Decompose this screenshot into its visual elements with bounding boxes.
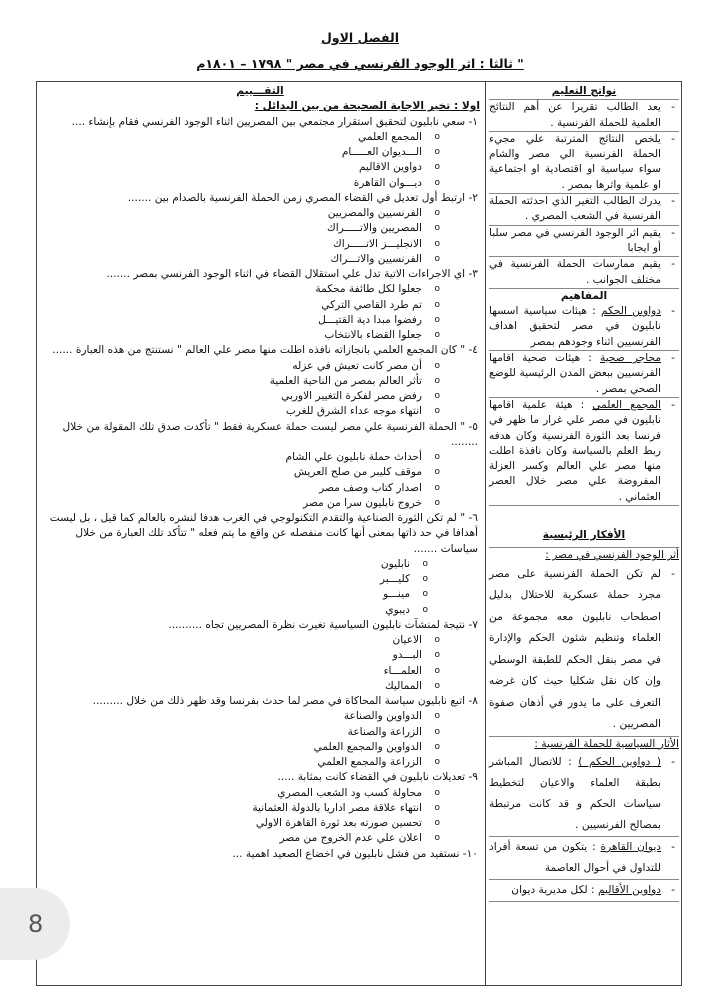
page-number: 8 (28, 910, 44, 938)
outcome-item: - يدرك الطالب التغير الذي احدثته الحملة الفرنسية في الشعب المصري . (489, 194, 679, 226)
question-text: ٣- اي الاجراءات الاتية تدل علي استقلال القضاء في اثناء الوجود الفرنسي بمصر ....... (106, 268, 478, 280)
chapter-heading: الفصل الاول (320, 30, 399, 45)
political-list (489, 752, 679, 902)
concept-item (489, 304, 679, 351)
political-item (489, 880, 679, 902)
ideas-title: الأفكار الرئيسية (489, 528, 679, 548)
answer-option[interactable]: o كليـــبر (40, 572, 480, 587)
question-text: ٢- ارتبط أول تعديل في القضاء المصري زمن الحملة الفرنسية بالصدام بين ....... (127, 191, 478, 204)
outcomes-title: نواتج التعليم (489, 84, 679, 100)
question-text: ٩- تعديلات نابليون في القضاء كانت بمثابة ..... (277, 771, 478, 784)
questions-list (40, 115, 480, 862)
answer-option[interactable]: o محاولة كسب ود الشعب المصري (40, 786, 480, 801)
answer-option[interactable]: o نابليون (40, 557, 480, 572)
ideas-subtitle: أثر الوجود الفرنسي في مصر : (545, 549, 679, 562)
answer-option[interactable]: o الدواوين والصناعة (40, 709, 480, 724)
answer-option[interactable]: o الـــديوان العـــــام (40, 145, 480, 160)
answer-option[interactable]: o الدواوين والمجمع العلمي (40, 740, 480, 755)
political-term: ( دواوين الحكم ) (578, 755, 662, 768)
answer-option[interactable]: o الزراعة والمجمع العلمي (40, 755, 480, 770)
answer-option[interactable]: o المجمع العلمي (40, 130, 480, 145)
answer-option[interactable]: o الاعيان (40, 633, 480, 648)
answer-option[interactable]: o رفضوا مبدا دية القتيـــل (40, 313, 480, 328)
answer-option[interactable]: o البـــدو (40, 648, 480, 663)
question-text: ١- سعي نابليون لتحقيق استقرار مجتمعي بين المصريين اثناء الوجود الفرنسي فقام بإنشاء .... (71, 115, 478, 128)
answer-option[interactable]: o تم طرد القاصي التركي (40, 298, 480, 313)
column-divider (485, 81, 486, 986)
answer-option[interactable]: o ديـــوان القاهرة (40, 176, 480, 191)
spacer (489, 506, 679, 528)
answer-option[interactable]: o تحسين صورته بعد ثورة القاهرة الاولي (40, 816, 480, 831)
answer-option[interactable]: o موقف كليبر من صلح العريش (40, 465, 480, 480)
left-column (40, 84, 480, 982)
concepts-list (489, 304, 679, 506)
political-term: ديوان القاهرة (600, 840, 661, 853)
answer-option[interactable]: o اصدار كتاب وصف مصر (40, 481, 480, 496)
answer-option[interactable]: o رفض مصر لفكرة التغيير الاوربي (40, 389, 480, 404)
concept-item (489, 398, 679, 506)
answer-option[interactable]: o العلمـــاء (40, 664, 480, 679)
answer-option[interactable]: o انتهاء علاقة مصر اداريا بالدولة العثمانية (40, 801, 480, 816)
page-number-badge (0, 888, 70, 960)
concept-definition: : هيئات صحية اقامها الفرنسيين ببعض المدن الرئيسية للوضع الصحي بمصر . (489, 352, 661, 395)
political-definition: : لكل مديرية ديوان (511, 883, 595, 896)
outcome-item: - يقيم اثر الوجود الفرنسي في مصر سلبا أو ايجابا (489, 226, 679, 258)
answer-option[interactable]: o انتهاء موجه عداء الشرق للغرب (40, 404, 480, 419)
political-definition: : يتكون من تسعة أفراد للتداول في أحوال العاصمة (489, 840, 661, 874)
answer-option[interactable]: o اعلان علي عدم الخروج من مصر (40, 831, 480, 846)
concept-definition: : هيئات سياسية اسسها نابليون في مصر لتحقيق اهداف الفرنسيين اثناء وجودهم بمصر (489, 305, 661, 348)
concept-term: محاجر صحية (600, 352, 661, 365)
answer-option[interactable]: o جعلوا القضاء بالانتخاب (40, 328, 480, 343)
question-text: ٦- " لم تكن الثورة الصناعية والتقدم التكنولوجي في الغرب هدفا لنشره بالعالم كما قيل ، بل ليست أهدافا في حد ذاتها بمعنى أنها كانت منفصله عن واقع ما يتم فعله " تتأكد تلك العبارة من خلال سياسات ....... (49, 512, 478, 555)
political-item (489, 752, 679, 837)
answer-option[interactable]: o الفرنسيين والاتـــراك (40, 252, 480, 267)
question-text: ٥- " الحملة الفرنسية علي مصر ليست حملة عسكرية فقط " تأكدت صدق تلك المقولة من خلال ........ (62, 420, 478, 448)
question-text: ١٠- نستفيد من فشل نابليون في اخضاع الصعيد اهمية ... (232, 847, 478, 860)
outcome-item: - يلخص النتائج المترتبة علي مجيء الحملة الفرنسية الي مصر والشام سواء سياسية او اقتصادية او اجتماعية او علمية واثرها بمصر . (489, 132, 679, 194)
concept-term: دواوين الحكم (600, 305, 661, 318)
outcomes-list (489, 100, 679, 289)
assessment-title: التقـــييم (236, 85, 284, 97)
political-item (489, 837, 679, 880)
outcome-item: - يقيم ممارسات الحملة الفرنسية في مختلف الجوانب . (489, 257, 679, 289)
section-title: اولا : تخير الاجابة الصحيحة من بين البدائل : (254, 100, 480, 113)
lesson-title: ثالثا : اثر الوجود الفرنسي في مصر " ١٧٩٨ – ١٨٠١م " (196, 56, 524, 71)
ideas-text: - لم تكن الحملة الفرنسية على مصر مجرد حملة عسكرية للاحتلال بدليل اصطحاب نابليون معه مجموعة من العلماء وتنظيم شئون الحكم والإدارة في مصر بنقل الحكم للطبقة الوسطي وإن كان نقل شكليا حيث كان غرضه التعرف على ما يدور في أذهان صفوة المصريين . (489, 564, 679, 737)
political-definition: : للاتصال المباشر بطبقة العلماء والاعيان لتخطيط سياسات الحكم و قد كانت مرتبطة بمصالح الفرنسيين . (489, 755, 661, 831)
answer-option[interactable]: o المصريين والاتـــــراك (40, 221, 480, 236)
answer-option[interactable]: o أن مصر كانت تعيش في عزله (40, 359, 480, 374)
answer-option[interactable]: o مينـــو (40, 587, 480, 602)
question-text: ٤- " كان المجمع العلمي بانجازاته نافذه اطلت منها مصر علي العالم " نستنتج من هذه العبارة ...... (52, 344, 478, 357)
answer-option[interactable]: o الزراعة والصناعة (40, 725, 480, 740)
political-term: دواوين الأقاليم (597, 883, 661, 896)
answer-option[interactable]: o الفرنسيين والمصريين (40, 206, 480, 221)
answer-option[interactable]: o الانجليـــز الاتـــــراك (40, 237, 480, 252)
concept-term: المجمع العلمي (592, 398, 661, 411)
answer-option[interactable]: o دواوين الاقاليم (40, 160, 480, 175)
political-title: الأثار السياسية للحملة الفرنسية : (534, 737, 679, 750)
concept-definition: : هيئة علمية اقامها نابليون في مصر علي غرار ما ظهر في فرنسا بعد الثورة الفرنسية وكان هدفه ربط العلم بالسياسة وكان نافذة اطلت منها مصر علي العالم وكسر العزلة المفروضة علي مصر خلال العصر العثماني . (489, 398, 661, 503)
answer-option[interactable]: o أحداث حملة نابليون علي الشام (40, 450, 480, 465)
answer-option[interactable]: o خروج نابليون سرا من مصر (40, 496, 480, 511)
question-text: ٧- نتيجة لمنشآت نابليون السياسية تغيرت نظرة المصريين تجاه .......... (168, 618, 478, 631)
question-text: ٨- اتبع نابليون سياسة المحاكاة في مصر لما حدث بفرنسا وقد ظهر ذلك من خلال ......... (92, 695, 478, 707)
answer-option[interactable]: o ديبوي (40, 603, 480, 618)
answer-option[interactable]: o تأثر العالم بمصر من الناحية العلمية (40, 374, 480, 389)
right-column (489, 84, 679, 982)
concept-item (489, 351, 679, 398)
outcome-item: - يعد الطالب تقريرا عن أهم النتائج العلمية للحملة الفرنسية . (489, 100, 679, 132)
answer-option[interactable]: o جعلوا لكل طائفة محكمة (40, 282, 480, 297)
answer-option[interactable]: o المماليك (40, 679, 480, 694)
concepts-title: المفاهيم (560, 289, 608, 302)
